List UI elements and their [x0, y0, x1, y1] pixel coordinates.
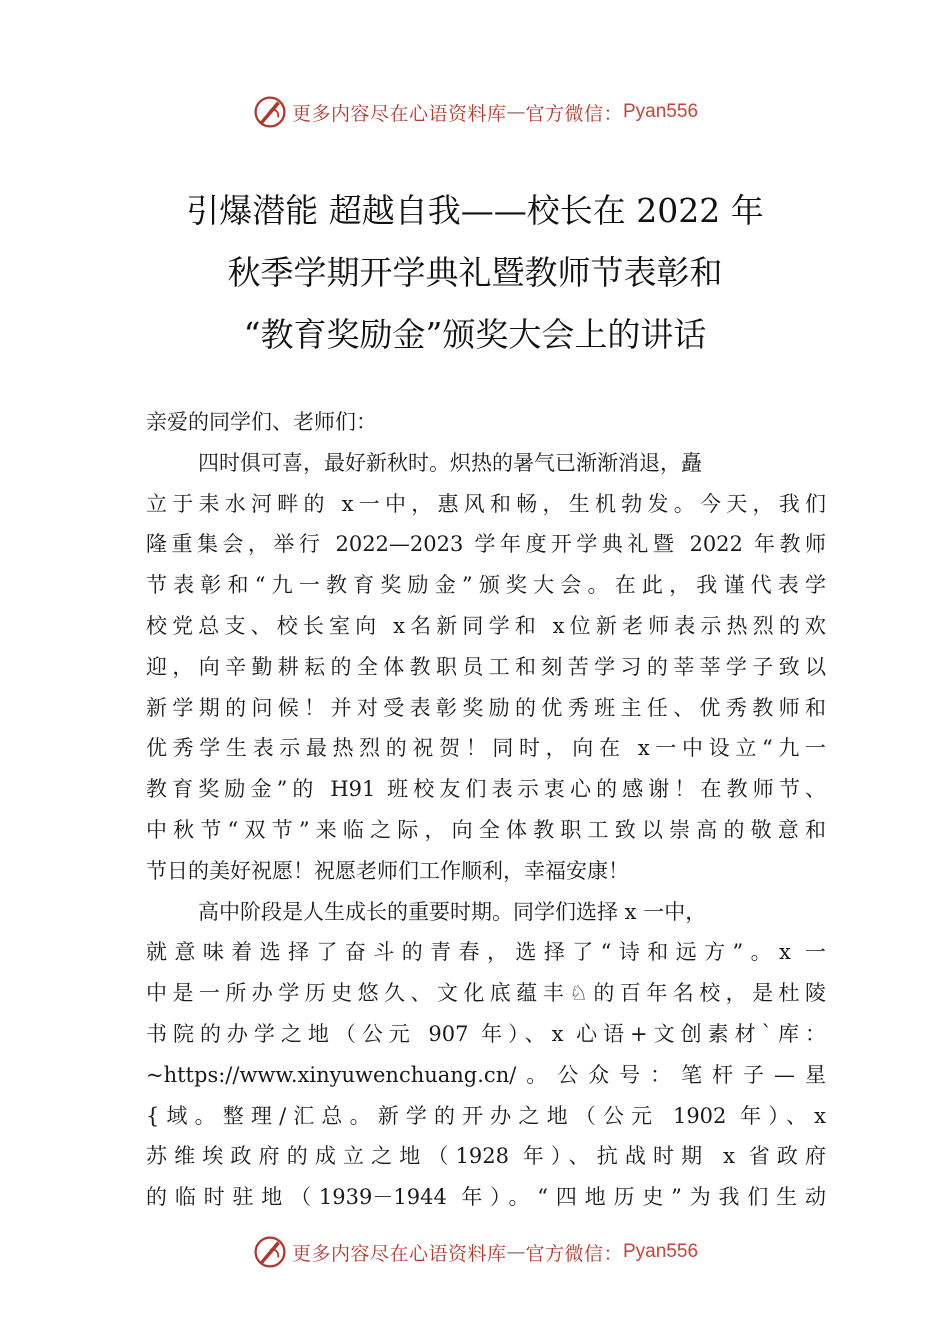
body-line: 苏维埃政府的成立之地（1928 年）、抗战时期 x 省政府 [146, 1144, 826, 1169]
watermark-wechat-label: 官方微信： [525, 1242, 623, 1265]
body-line: 节表彰和“九一教育奖励金”颁奖大会。在此，我谨代表学 [146, 573, 826, 598]
watermark-separator: — [506, 1241, 526, 1263]
title-line-3: “教育奖励金”颁奖大会上的讲话 [243, 315, 707, 354]
body-line: {域。整理/汇总。新学的开办之地（公元 1902 年）、x [146, 1103, 826, 1128]
body-text [146, 402, 826, 1218]
body-line: 中秋节“双节”来临之际，向全体教职工致以崇高的敬意和 [146, 817, 826, 842]
body-line: 书院的办学之地（公元 907 年）、x 心语+文创素材`库： [146, 1021, 826, 1046]
watermark-text: 更多内容尽在心语资料库 [291, 102, 507, 125]
watermark-banner-top [0, 92, 950, 132]
body-line: 的临时驻地（1939－1944 年）。“四地历史”为我们生动 [146, 1185, 826, 1210]
watermark-handle: Pyan556 [623, 1241, 699, 1262]
body-line: 新学期的问候！并对受表彰奖励的优秀班主任、优秀教师和 [146, 695, 826, 720]
body-line: 隆重集会，举行 2022—2023 学年度开学典礼暨 2022 年教师 [146, 532, 826, 557]
body-line: 亲爱的同学们、老师们： [146, 410, 377, 434]
watermark-handle: Pyan556 [623, 101, 699, 122]
watermark-separator: — [506, 101, 526, 123]
title-line-1: 引爆潜能 超越自我——校长在 2022 年 [186, 191, 764, 230]
watermark-wechat-label: 官方微信： [525, 102, 623, 125]
body-line: 立于耒水河畔的 x一中，惠风和畅，生机勃发。今天，我们 [146, 491, 826, 516]
body-line: 四时俱可喜，最好新秋时。炽热的暑气已渐渐消退，矗 [198, 450, 702, 475]
body-line: 高中阶段是人生成长的重要时期。同学们选择 x 一中， [198, 899, 707, 924]
title-line-2: 秋季学期开学典礼暨教师节表彰和 [227, 253, 723, 292]
body-line: 就意味着选择了奋斗的青春，选择了“诗和远方”。x 一 [146, 940, 826, 965]
body-line: 优秀学生表示最热烈的祝贺！同时，向在 x一中设立“九一 [146, 736, 826, 761]
watermark-text: 更多内容尽在心语资料库 [291, 1242, 507, 1265]
body-line: 节日的美好祝愿！祝愿老师们工作顺利，幸福安康！ [146, 858, 629, 883]
watermark-banner-bottom [0, 1232, 950, 1272]
quill-logo-icon [252, 94, 288, 130]
body-line: 中是一所办学历史悠久、文化底蕴丰♘的百年名校，是杜陵 [146, 981, 826, 1006]
body-line: 校党总支、校长室向 x名新同学和 x位新老师表示热烈的欢 [146, 613, 826, 638]
body-line: ~https://www.xinyuwenchuang.cn/。公众号：笔杆子—星 [146, 1062, 826, 1087]
body-line: 迎，向辛勤耕耘的全体教职员工和刻苦学习的莘莘学子致以 [146, 654, 826, 679]
body-line: 教育奖励金”的 H91 班校友们表示衷心的感谢！在教师节、 [146, 777, 826, 802]
quill-logo-icon [252, 1234, 288, 1270]
